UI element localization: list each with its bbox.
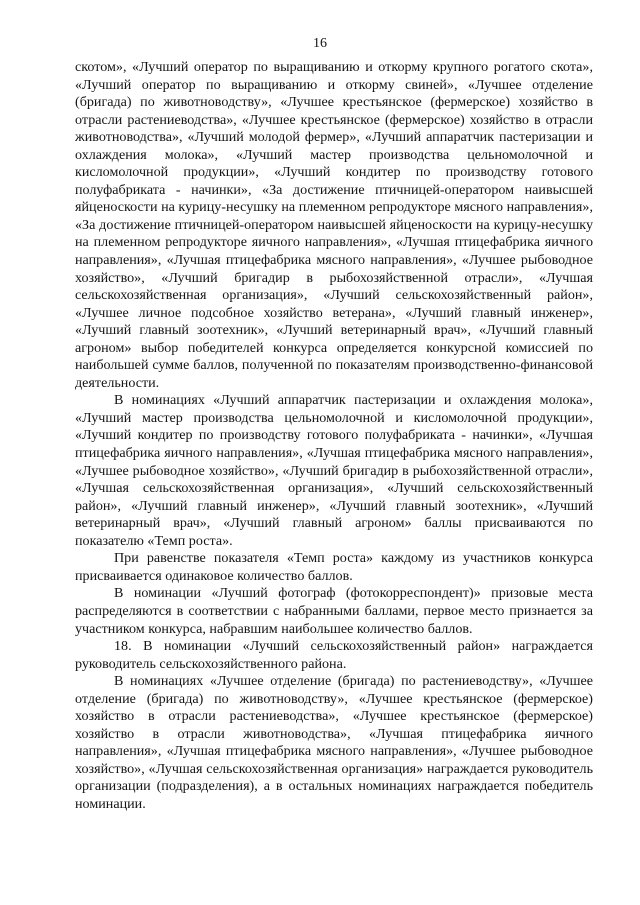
paragraph-awarded-persons: В номинациях «Лучшее отделение (бригада) по растениеводству», «Лучшее отделение (бригада) по животноводству», «Лучшее крестьянское (фермерское) хозяйство в отрасли растениеводства», «Лучшее крестьянское (фермерское) хозяйство в отрасли животноводства», «Лучшая птицефабрика яичного направления», «Лучшая птицефабрика мясного направления», «Лучшее рыбоводное хозяйство», «Лучшая сельскохозяйственная организация» награждается руководитель организации (подразделения), а в остальных номинациях награждается победитель номинации. bbox=[75, 673, 593, 812]
paragraph-photographer-nomination: В номинации «Лучший фотограф (фотокорреспондент)» призовые места распределяются в соответствии с набранными баллами, первое место признается за участником конкурса, набравшим наибольшее количество баллов. bbox=[75, 585, 593, 637]
document-body bbox=[75, 59, 593, 814]
paragraph-tie-rule: При равенстве показателя «Темп роста» каждому из участников конкурса присваивается одинаковое количество баллов. bbox=[75, 550, 593, 584]
paragraph-clause-18: 18. В номинации «Лучший сельскохозяйственный район» награждается руководитель сельскохозяйственного района. bbox=[75, 638, 593, 672]
paragraph-nominations-list: скотом», «Лучший оператор по выращиванию и откорму крупного рогатого скота», «Лучший оператор по выращиванию и откорму свиней», «Лучшее отделение (бригада) по животноводству», «Лучшее крестьянское (фермерское) хозяйство в отрасли растениеводства», «Лучшее крестьянское (фермерское) хозяйство в отрасли животноводства», «Лучший молодой фермер», «Лучший аппаратчик пастеризации и охлаждения молока», «Лучший мастер производства цельномолочной и кисломолочной продукции», «Лучший кондитер по производству готового полуфабриката - начинки», «За достижение птичницей-оператором наивысшей яйценоскости на курицу-несушку на племенном репродукторе мясного направления», «За достижение птичницей-оператором наивысшей яйценоскости на курицу-несушку на племенном репродукторе яичного направления», «Лучшая птицефабрика яичного направления», «Лучшая птицефабрика мясного направления», «Лучшее рыбоводное хозяйство», «Лучший бригадир в рыбохозяйственной отрасли», «Лучшая сельскохозяйственная организация», «Лучший сельскохозяйственный район», «Лучшее личное подсобное хозяйство ветерана», «Лучший главный инженер», «Лучший главный зоотехник», «Лучший ветеринарный врач», «Лучший главный агроном» выбор победителей конкурса определяется конкурсной комиссией по наибольшей сумме баллов, полученной по показателям производственно-финансовой деятельности. bbox=[75, 59, 593, 391]
page-number: 16 bbox=[313, 36, 327, 51]
paragraph-growth-rate-scoring: В номинациях «Лучший аппаратчик пастеризации и охлаждения молока», «Лучший мастер производства цельномолочной и кисломолочной продукции», «Лучший кондитер по производству готового полуфабриката - начинки», «Лучшая птицефабрика яичного направления», «Лучшая птицефабрика мясного направления», «Лучшее рыбоводное хозяйство», «Лучший бригадир в рыбохозяйственной отрасли», «Лучшая сельскохозяйственная организация», «Лучший сельскохозяйственный район», «Лучший главный инженер», «Лучший главный зоотехник», «Лучший ветеринарный врач», «Лучший главный агроном» баллы присваиваются по показателю «Темп роста». bbox=[75, 392, 593, 549]
